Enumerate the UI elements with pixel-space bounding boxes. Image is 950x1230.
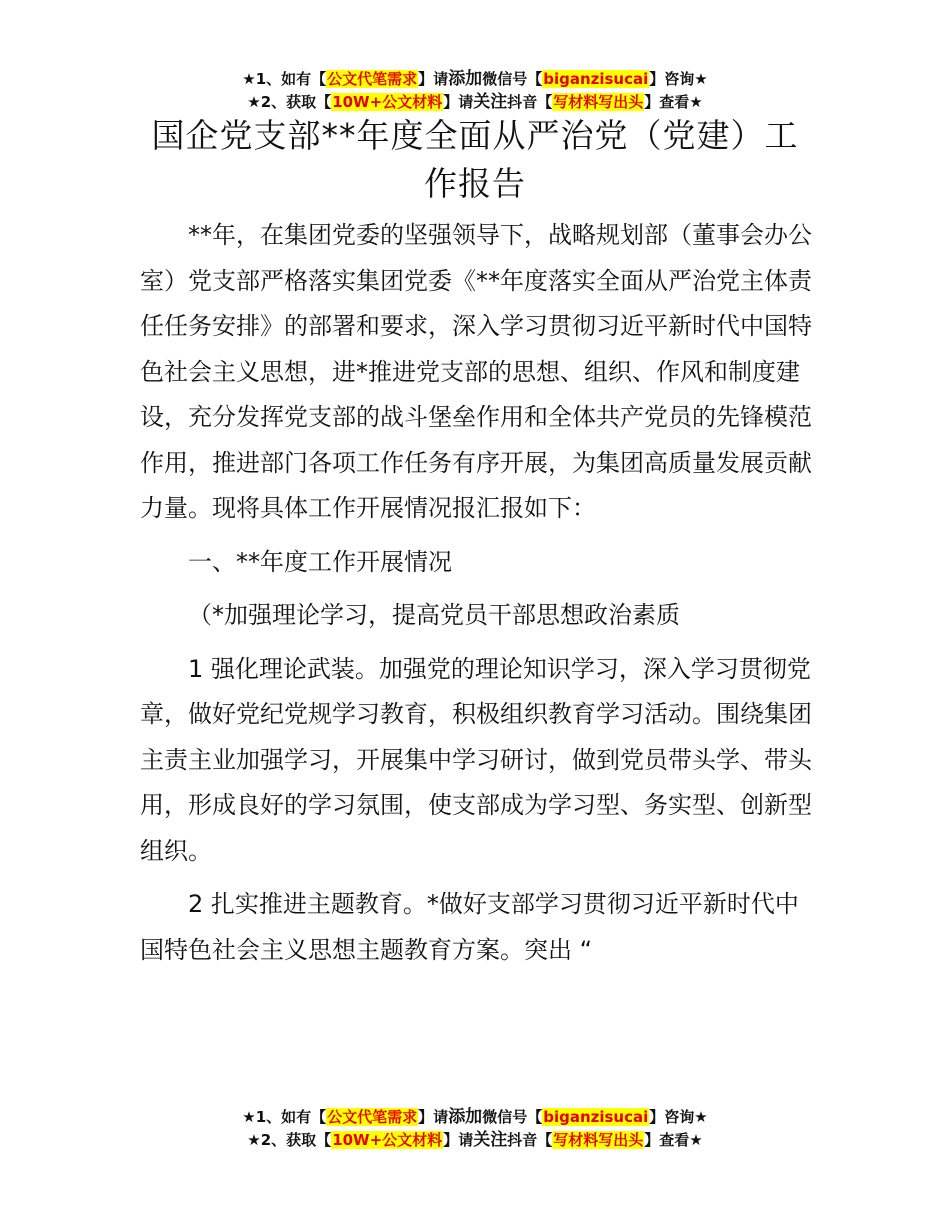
highlight-materials: 10W+公文材料 [332, 1131, 443, 1149]
footer-promo [0, 1106, 950, 1152]
promo-text: 微信号【 [482, 1108, 543, 1126]
promo-text: 】查看★ [644, 1131, 703, 1149]
header-promo [0, 68, 950, 114]
item-paragraph-2: 2 扎实推进主题教育。*做好支部学习贯彻习近平新时代中国特色社会主义思想主题教育方案。突出 “ [140, 890, 799, 964]
promo-line-2 [0, 91, 950, 114]
highlight-douyin-account: 写材料写出头 [553, 1131, 644, 1149]
section-heading: 一、**年度工作开展情况 [188, 547, 452, 576]
promo-text: 】请 [443, 93, 474, 111]
highlight-service: 公文代笔需求 [327, 70, 418, 88]
highlight-wechat-id: biganzisucai [543, 70, 649, 88]
promo-text: ★2、获取【 [247, 1131, 332, 1149]
highlight-wechat-id: biganzisucai [543, 1108, 649, 1126]
promo-emphasis: 添加 [448, 69, 483, 89]
promo-line-2 [0, 1129, 950, 1152]
document-title: 国企党支部**年度全面从严治党（党建）工作报告 [151, 116, 799, 203]
item-paragraph-1: 1 强化理论武装。加强党的理论知识学习，深入学习贯彻党章，做好党纪党规学习教育，积极组织教育学习活动。围绕集团主责主业加强学习，开展集中学习研讨，做到党员带头学、带头用，形成良好的学习氛围，使支部成为学习型、务实型、创新型组织。 [140, 654, 812, 865]
promo-text: 】咨询★ [649, 70, 708, 88]
promo-text: 抖音【 [507, 93, 553, 111]
promo-text: 抖音【 [507, 1131, 553, 1149]
intro-paragraph: **年，在集团党委的坚强领导下，战略规划部（董事会办公室）党支部严格落实集团党委《**年度落实全面从严治党主体责任任务安排》的部署和要求，深入学习贯彻习近平新时代中国特色社会主义思想，进*推进党支部的思想、组织、作风和制度建设，充分发挥党支部的战斗堡垒作用和全体共产党员的先锋模范作用，推进部门各项工作任务有序开展，为集团高质量发展贡献力量。现将具体工作开展情况报汇报如下： [140, 221, 812, 522]
promo-text: 】请 [418, 70, 449, 88]
promo-text: 】查看★ [644, 93, 703, 111]
promo-emphasis: 关注 [473, 92, 508, 112]
promo-text: 】咨询★ [649, 1108, 708, 1126]
promo-text: ★1、如有【 [242, 1108, 327, 1126]
promo-text: 】请 [443, 1131, 474, 1149]
promo-text: 】请 [418, 1108, 449, 1126]
highlight-douyin-account: 写材料写出头 [553, 93, 644, 111]
promo-text: 微信号【 [482, 70, 543, 88]
promo-emphasis: 关注 [473, 1130, 508, 1150]
subsection-heading: （*加强理论学习，提高党员干部思想政治素质 [188, 601, 680, 629]
promo-emphasis: 添加 [448, 1107, 483, 1127]
promo-line-1 [0, 68, 950, 91]
promo-line-1 [0, 1106, 950, 1129]
promo-text: ★1、如有【 [242, 70, 327, 88]
document-body [140, 213, 812, 981]
highlight-service: 公文代笔需求 [327, 1108, 418, 1126]
highlight-materials: 10W+公文材料 [332, 93, 443, 111]
promo-text: ★2、获取【 [247, 93, 332, 111]
